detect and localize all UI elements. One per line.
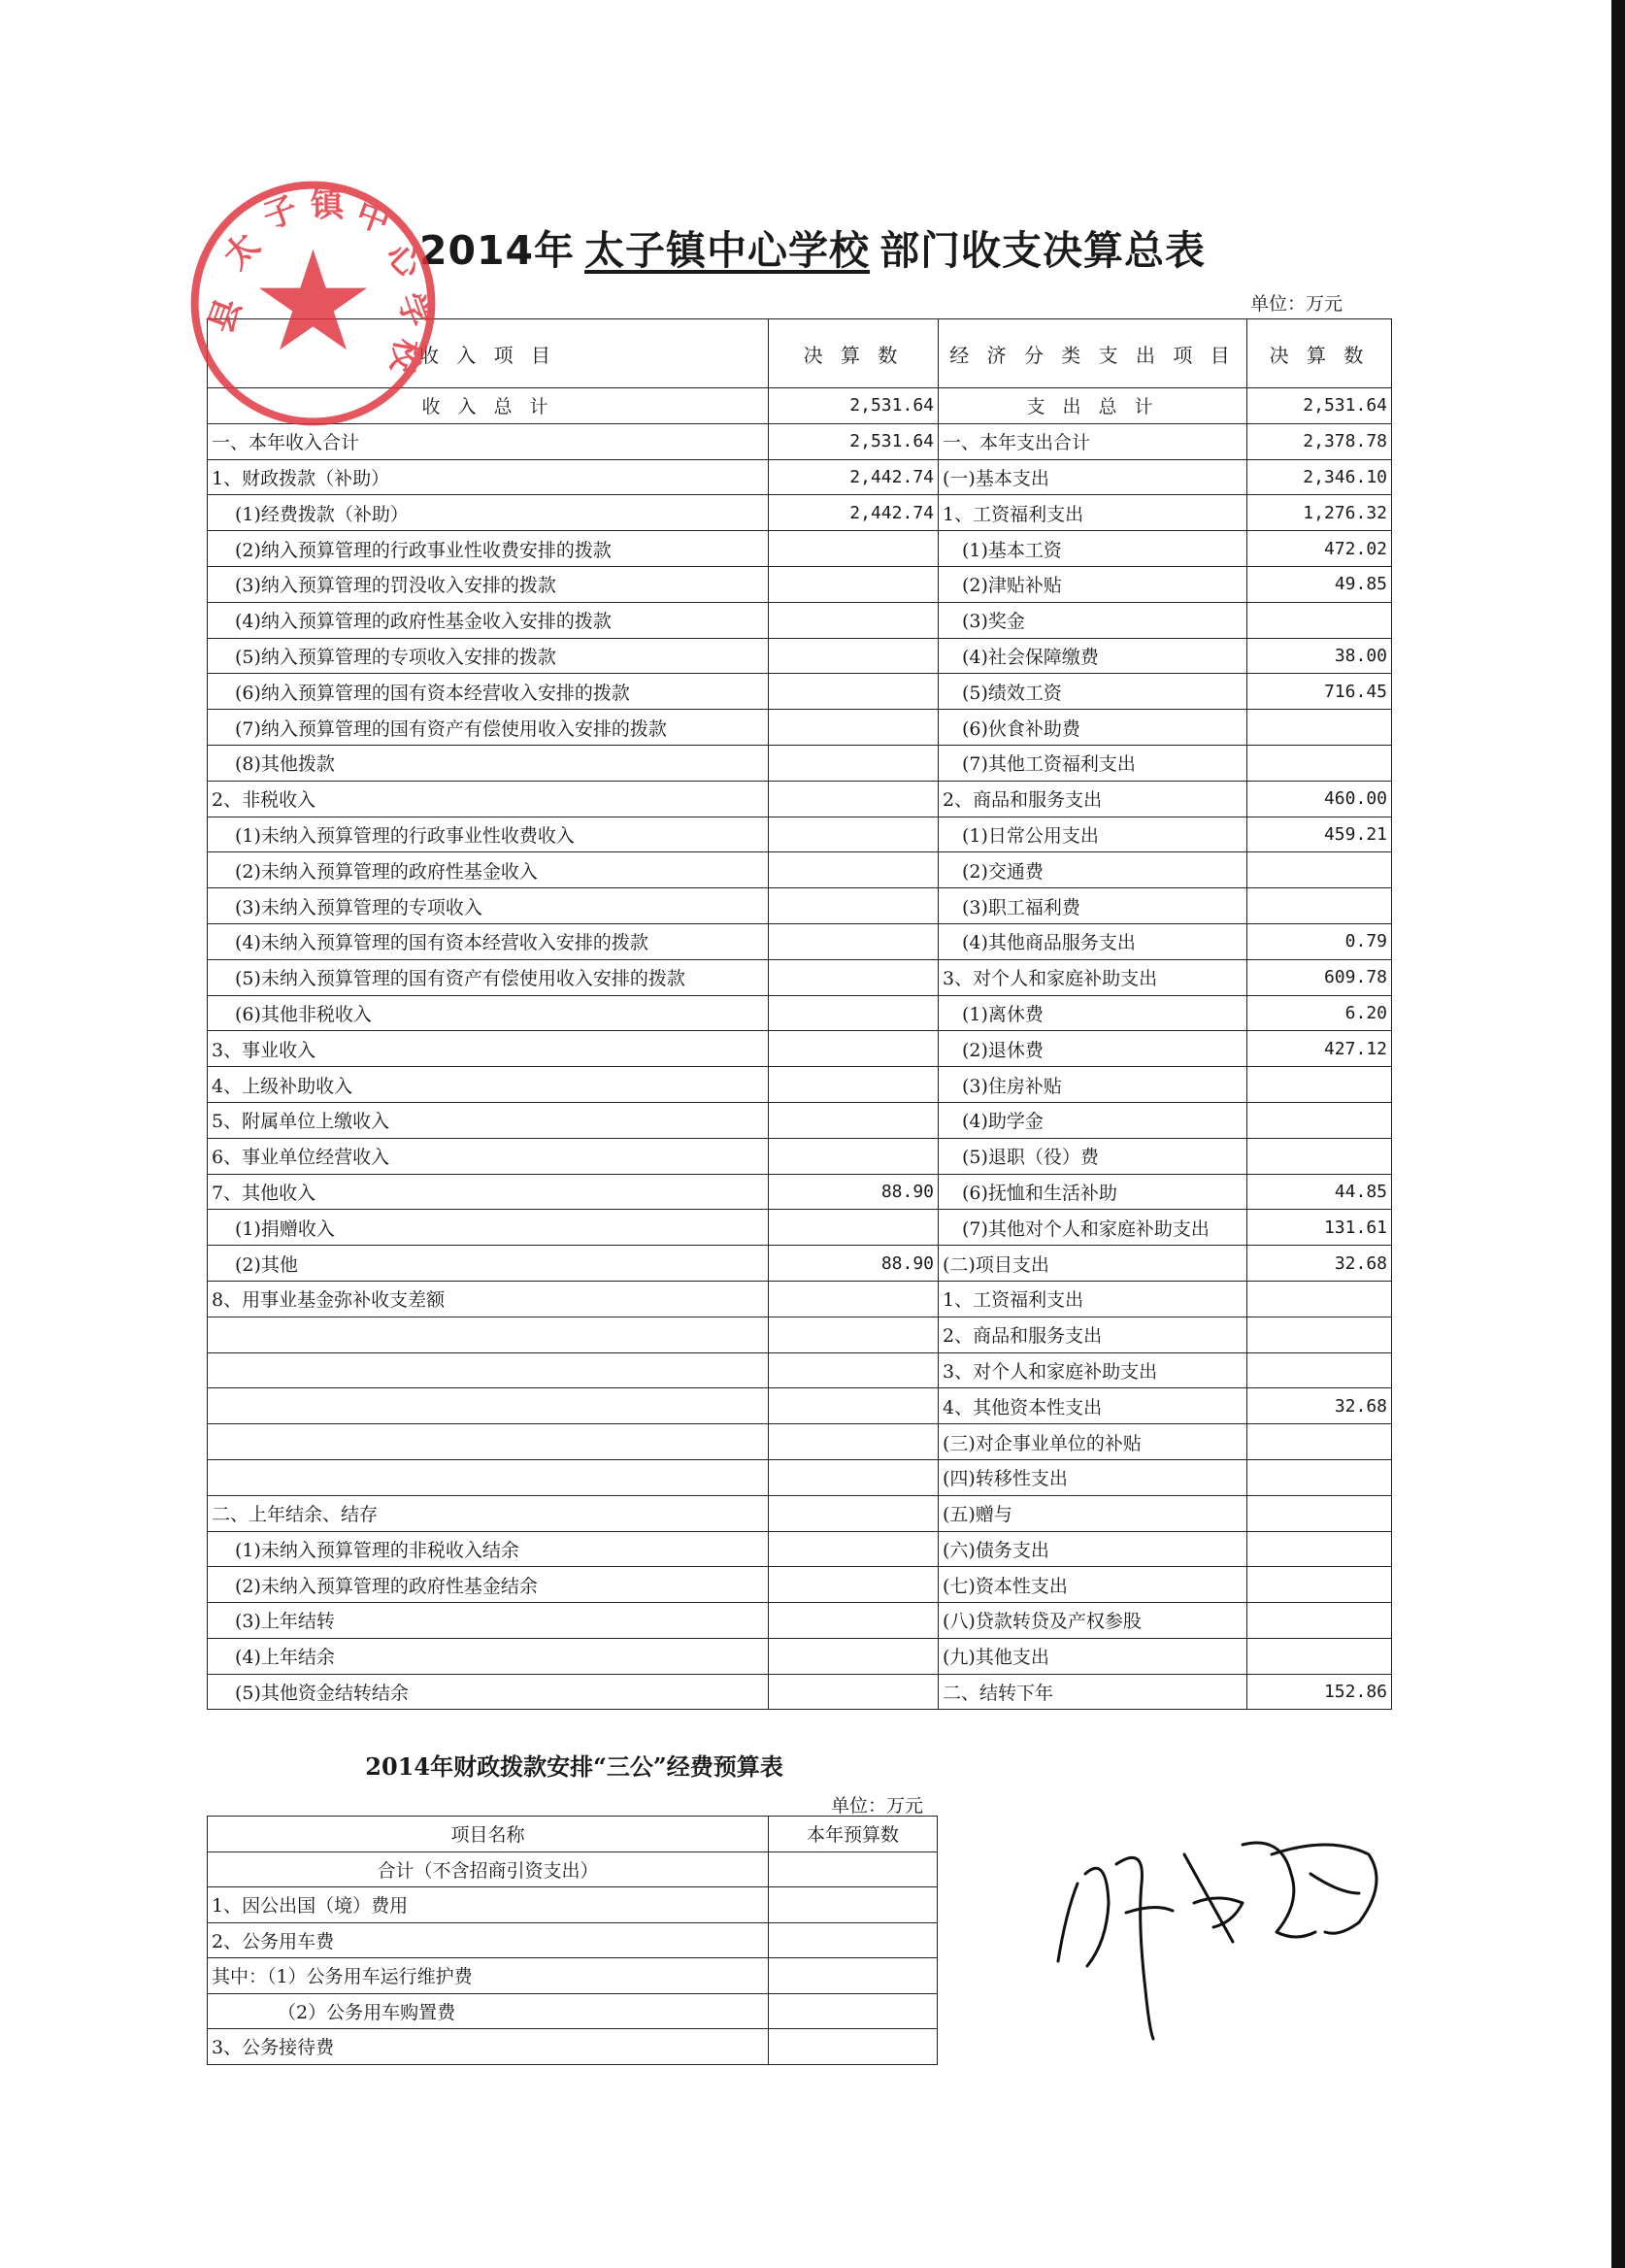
income-amount xyxy=(769,888,939,924)
table-row xyxy=(208,459,1392,495)
svg-text:镇: 镇 xyxy=(310,185,345,225)
sangong-budget xyxy=(769,1922,938,1958)
table-row xyxy=(208,1352,1392,1388)
income-amount xyxy=(769,1531,939,1567)
expense-item: (1)离休费 xyxy=(939,995,1247,1031)
sangong-budget xyxy=(769,1993,938,2029)
header-income-item: 收 入 项 目 xyxy=(208,319,769,388)
expense-item: (八)贷款转贷及产权参股 xyxy=(939,1603,1247,1639)
income-amount xyxy=(769,1352,939,1388)
table-row xyxy=(208,1281,1392,1317)
expense-item: (一)基本支出 xyxy=(939,459,1247,495)
expense-amount xyxy=(1247,1352,1392,1388)
income-item: (3)未纳入预算管理的专项收入 xyxy=(208,888,769,924)
sangong-table xyxy=(207,1816,938,2065)
sangong-row xyxy=(208,1887,938,1923)
expense-item: 支 出 总 计 xyxy=(939,388,1247,424)
income-item: (1)未纳入预算管理的非税收入结余 xyxy=(208,1531,769,1567)
income-item: (4)未纳入预算管理的国有资本经营收入安排的拨款 xyxy=(208,923,769,959)
expense-item: (2)交通费 xyxy=(939,852,1247,888)
income-item: (3)纳入预算管理的罚没收入安排的拨款 xyxy=(208,566,769,602)
table-row xyxy=(208,1603,1392,1639)
table-row xyxy=(208,1102,1392,1138)
sangong-row xyxy=(208,2029,938,2065)
income-item: (5)纳入预算管理的专项收入安排的拨款 xyxy=(208,638,769,674)
sangong-row xyxy=(208,1922,938,1958)
svg-text:学: 学 xyxy=(389,287,438,333)
income-amount xyxy=(769,852,939,888)
expense-item: (3)住房补贴 xyxy=(939,1067,1247,1103)
income-amount xyxy=(769,1102,939,1138)
table-row xyxy=(208,1317,1392,1352)
income-item: (8)其他拨款 xyxy=(208,745,769,781)
table-row xyxy=(208,1246,1392,1282)
sangong-row xyxy=(208,1958,938,1994)
header-expense-item: 经 济 分 类 支 出 项 目 xyxy=(939,319,1247,388)
expense-item: (3)奖金 xyxy=(939,602,1247,638)
income-item: (4)纳入预算管理的政府性基金收入安排的拨款 xyxy=(208,602,769,638)
header-income-amount: 决 算 数 xyxy=(769,319,939,388)
table-row xyxy=(208,1138,1392,1174)
income-amount xyxy=(769,995,939,1031)
expense-item: 2、商品和服务支出 xyxy=(939,781,1247,817)
income-amount xyxy=(769,566,939,602)
svg-text:心: 心 xyxy=(378,235,430,286)
income-amount xyxy=(769,1281,939,1317)
income-item: (6)其他非税收入 xyxy=(208,995,769,1031)
table-row xyxy=(208,1210,1392,1246)
income-item xyxy=(208,1352,769,1388)
expense-amount xyxy=(1247,1067,1392,1103)
income-item: (7)纳入预算管理的国有资产有偿使用收入安排的拨款 xyxy=(208,710,769,746)
table-row xyxy=(208,674,1392,710)
expense-amount: 32.68 xyxy=(1247,1388,1392,1424)
expense-amount xyxy=(1247,1603,1392,1639)
table-row xyxy=(208,1495,1392,1531)
expense-amount xyxy=(1247,1424,1392,1460)
income-amount xyxy=(769,1031,939,1067)
expense-amount: 460.00 xyxy=(1247,781,1392,817)
expense-amount: 38.00 xyxy=(1247,638,1392,674)
income-amount xyxy=(769,1495,939,1531)
income-amount xyxy=(769,1388,939,1424)
expense-item: (六)债务支出 xyxy=(939,1531,1247,1567)
income-amount: 88.90 xyxy=(769,1174,939,1210)
sangong-item: 3、公务接待费 xyxy=(208,2029,769,2065)
svg-text:校: 校 xyxy=(382,335,427,376)
header-expense-amount: 决 算 数 xyxy=(1247,319,1392,388)
expense-item: 3、对个人和家庭补助支出 xyxy=(939,959,1247,995)
table-row xyxy=(208,1174,1392,1210)
table-row xyxy=(208,566,1392,602)
table-row xyxy=(208,1459,1392,1495)
expense-item: 3、对个人和家庭补助支出 xyxy=(939,1352,1247,1388)
expense-item: (1)日常公用支出 xyxy=(939,817,1247,852)
expense-amount: 131.61 xyxy=(1247,1210,1392,1246)
expense-amount xyxy=(1247,1459,1392,1495)
income-amount xyxy=(769,638,939,674)
income-item xyxy=(208,1388,769,1424)
sangong-budget xyxy=(769,1887,938,1923)
expense-amount xyxy=(1247,888,1392,924)
expense-item: (6)抚恤和生活补助 xyxy=(939,1174,1247,1210)
sangong-budget xyxy=(769,2029,938,2065)
income-item: (1)经费拨款（补助） xyxy=(208,495,769,531)
table-row xyxy=(208,1567,1392,1603)
expense-amount xyxy=(1247,602,1392,638)
expense-amount: 609.78 xyxy=(1247,959,1392,995)
income-item: 3、事业收入 xyxy=(208,1031,769,1067)
income-item: 5、附属单位上缴收入 xyxy=(208,1102,769,1138)
expense-amount xyxy=(1247,1567,1392,1603)
official-seal-stamp xyxy=(184,175,442,432)
unit-label: 单位：万元 xyxy=(1250,293,1343,315)
table-row xyxy=(208,923,1392,959)
sangong-item: （2）公务用车购置费 xyxy=(208,1993,769,2029)
expense-amount: 32.68 xyxy=(1247,1246,1392,1282)
sangong-budget xyxy=(769,1958,938,1994)
income-amount xyxy=(769,1210,939,1246)
expense-amount: 716.45 xyxy=(1247,674,1392,710)
income-amount xyxy=(769,959,939,995)
income-amount xyxy=(769,1603,939,1639)
income-amount xyxy=(769,710,939,746)
expense-item: (7)其他对个人和家庭补助支出 xyxy=(939,1210,1247,1246)
expense-amount: 427.12 xyxy=(1247,1031,1392,1067)
expense-item: (4)社会保障缴费 xyxy=(939,638,1247,674)
income-amount xyxy=(769,781,939,817)
income-amount: 2,531.64 xyxy=(769,388,939,424)
sangong-item: 2、公务用车费 xyxy=(208,1922,769,1958)
expense-item: (3)职工福利费 xyxy=(939,888,1247,924)
expense-item: (5)绩效工资 xyxy=(939,674,1247,710)
sangong-unit-label: 单位：万元 xyxy=(831,1795,924,1817)
expense-item: 1、工资福利支出 xyxy=(939,495,1247,531)
income-item xyxy=(208,1459,769,1495)
income-amount xyxy=(769,602,939,638)
income-amount: 88.90 xyxy=(769,1246,939,1282)
expense-amount: 49.85 xyxy=(1247,566,1392,602)
expense-amount: 1,276.32 xyxy=(1247,495,1392,531)
sangong-title: 2014年财政拨款安排“三公”经费预算表 xyxy=(365,1752,783,1781)
sangong-row xyxy=(208,1993,938,2029)
handwritten-signature xyxy=(1048,1796,1398,2049)
income-item: (5)其他资金结转结余 xyxy=(208,1674,769,1710)
svg-text:太: 太 xyxy=(216,225,268,278)
expense-amount xyxy=(1247,1281,1392,1317)
table-row xyxy=(208,1674,1392,1710)
svg-text:县: 县 xyxy=(201,293,249,339)
income-item: (1)未纳入预算管理的行政事业性收费收入 xyxy=(208,817,769,852)
expense-item: (1)基本工资 xyxy=(939,531,1247,567)
income-amount xyxy=(769,745,939,781)
expense-amount xyxy=(1247,1317,1392,1352)
expense-amount xyxy=(1247,1138,1392,1174)
income-item: 4、上级补助收入 xyxy=(208,1067,769,1103)
income-amount: 2,442.74 xyxy=(769,495,939,531)
income-item: 一、本年收入合计 xyxy=(208,423,769,459)
sangong-item: 合计（不含招商引资支出） xyxy=(208,1851,769,1887)
expense-item: 二、结转下年 xyxy=(939,1674,1247,1710)
page-title: 2014年 太子镇中心学校 部门收支决算总表 xyxy=(418,227,1207,274)
sangong-header-budget: 本年预算数 xyxy=(769,1817,938,1852)
income-item: (1)捐赠收入 xyxy=(208,1210,769,1246)
income-item: (3)上年结转 xyxy=(208,1603,769,1639)
table-row xyxy=(208,781,1392,817)
income-amount xyxy=(769,1638,939,1674)
table-row xyxy=(208,745,1392,781)
expense-item: (四)转移性支出 xyxy=(939,1459,1247,1495)
expense-amount: 44.85 xyxy=(1247,1174,1392,1210)
expense-amount: 472.02 xyxy=(1247,531,1392,567)
svg-text:子: 子 xyxy=(257,189,303,238)
expense-item: (2)退休费 xyxy=(939,1031,1247,1067)
income-item xyxy=(208,1424,769,1460)
table-row xyxy=(208,959,1392,995)
expense-item: (2)津贴补贴 xyxy=(939,566,1247,602)
expense-amount xyxy=(1247,1638,1392,1674)
table-row xyxy=(208,1638,1392,1674)
income-item: 1、财政拨款（补助） xyxy=(208,459,769,495)
income-item: 7、其他收入 xyxy=(208,1174,769,1210)
table-row xyxy=(208,852,1392,888)
expense-item: (九)其他支出 xyxy=(939,1638,1247,1674)
table-row xyxy=(208,638,1392,674)
expense-item: (6)伙食补助费 xyxy=(939,710,1247,746)
expense-item: (5)退职（役）费 xyxy=(939,1138,1247,1174)
table-row xyxy=(208,1067,1392,1103)
sangong-item: 其中：（1）公务用车运行维护费 xyxy=(208,1958,769,1994)
table-row xyxy=(208,995,1392,1031)
expense-item: (7)其他工资福利支出 xyxy=(939,745,1247,781)
table-row xyxy=(208,531,1392,567)
sangong-item: 1、因公出国（境）费用 xyxy=(208,1887,769,1923)
expense-amount: 6.20 xyxy=(1247,995,1392,1031)
expense-amount: 2,531.64 xyxy=(1247,388,1392,424)
income-item: (2)纳入预算管理的行政事业性收费安排的拨款 xyxy=(208,531,769,567)
table-row xyxy=(208,1531,1392,1567)
income-amount xyxy=(769,1459,939,1495)
income-item xyxy=(208,1317,769,1352)
income-amount xyxy=(769,674,939,710)
expense-item: 4、其他资本性支出 xyxy=(939,1388,1247,1424)
sangong-header-name: 项目名称 xyxy=(208,1817,769,1852)
expense-item: 1、工资福利支出 xyxy=(939,1281,1247,1317)
expense-item: (二)项目支出 xyxy=(939,1246,1247,1282)
income-amount xyxy=(769,923,939,959)
income-expense-table xyxy=(207,318,1392,1710)
income-item: (6)纳入预算管理的国有资本经营收入安排的拨款 xyxy=(208,674,769,710)
income-amount xyxy=(769,817,939,852)
income-item: (4)上年结余 xyxy=(208,1638,769,1674)
income-amount xyxy=(769,1567,939,1603)
expense-amount xyxy=(1247,852,1392,888)
table-row xyxy=(208,888,1392,924)
expense-amount: 459.21 xyxy=(1247,817,1392,852)
expense-item: (4)其他商品服务支出 xyxy=(939,923,1247,959)
income-amount xyxy=(769,1317,939,1352)
income-amount xyxy=(769,1674,939,1710)
income-amount xyxy=(769,531,939,567)
income-item: 8、用事业基金弥补收支差额 xyxy=(208,1281,769,1317)
expense-item: (4)助学金 xyxy=(939,1102,1247,1138)
svg-text:中: 中 xyxy=(350,193,396,242)
expense-amount: 152.86 xyxy=(1247,1674,1392,1710)
income-item: 6、事业单位经营收入 xyxy=(208,1138,769,1174)
table-row xyxy=(208,495,1392,531)
expense-amount: 2,378.78 xyxy=(1247,423,1392,459)
table-row xyxy=(208,1031,1392,1067)
income-item: (2)未纳入预算管理的政府性基金结余 xyxy=(208,1567,769,1603)
expense-amount xyxy=(1247,710,1392,746)
expense-amount: 0.79 xyxy=(1247,923,1392,959)
sangong-row xyxy=(208,1851,938,1887)
scan-edge xyxy=(1611,0,1625,2268)
table-row xyxy=(208,817,1392,852)
income-amount xyxy=(769,1067,939,1103)
table-row xyxy=(208,1424,1392,1460)
income-amount xyxy=(769,1138,939,1174)
expense-amount: 2,346.10 xyxy=(1247,459,1392,495)
table-row xyxy=(208,710,1392,746)
expense-amount xyxy=(1247,745,1392,781)
income-item: 二、上年结余、结存 xyxy=(208,1495,769,1531)
expense-item: 2、商品和服务支出 xyxy=(939,1317,1247,1352)
expense-amount xyxy=(1247,1102,1392,1138)
expense-amount xyxy=(1247,1531,1392,1567)
expense-item: (七)资本性支出 xyxy=(939,1567,1247,1603)
income-item: 收 入 总 计 xyxy=(208,388,769,424)
expense-item: 一、本年支出合计 xyxy=(939,423,1247,459)
expense-item: (五)赠与 xyxy=(939,1495,1247,1531)
expense-amount xyxy=(1247,1495,1392,1531)
sangong-header xyxy=(208,1817,938,1852)
income-amount xyxy=(769,1424,939,1460)
income-item: 2、非税收入 xyxy=(208,781,769,817)
income-item: (2)其他 xyxy=(208,1246,769,1282)
expense-item: (三)对企事业单位的补贴 xyxy=(939,1424,1247,1460)
income-item: (2)未纳入预算管理的政府性基金收入 xyxy=(208,852,769,888)
income-item: (5)未纳入预算管理的国有资产有偿使用收入安排的拨款 xyxy=(208,959,769,995)
table-row xyxy=(208,602,1392,638)
income-amount: 2,442.74 xyxy=(769,459,939,495)
sangong-budget xyxy=(769,1851,938,1887)
table-row xyxy=(208,1388,1392,1424)
income-amount: 2,531.64 xyxy=(769,423,939,459)
